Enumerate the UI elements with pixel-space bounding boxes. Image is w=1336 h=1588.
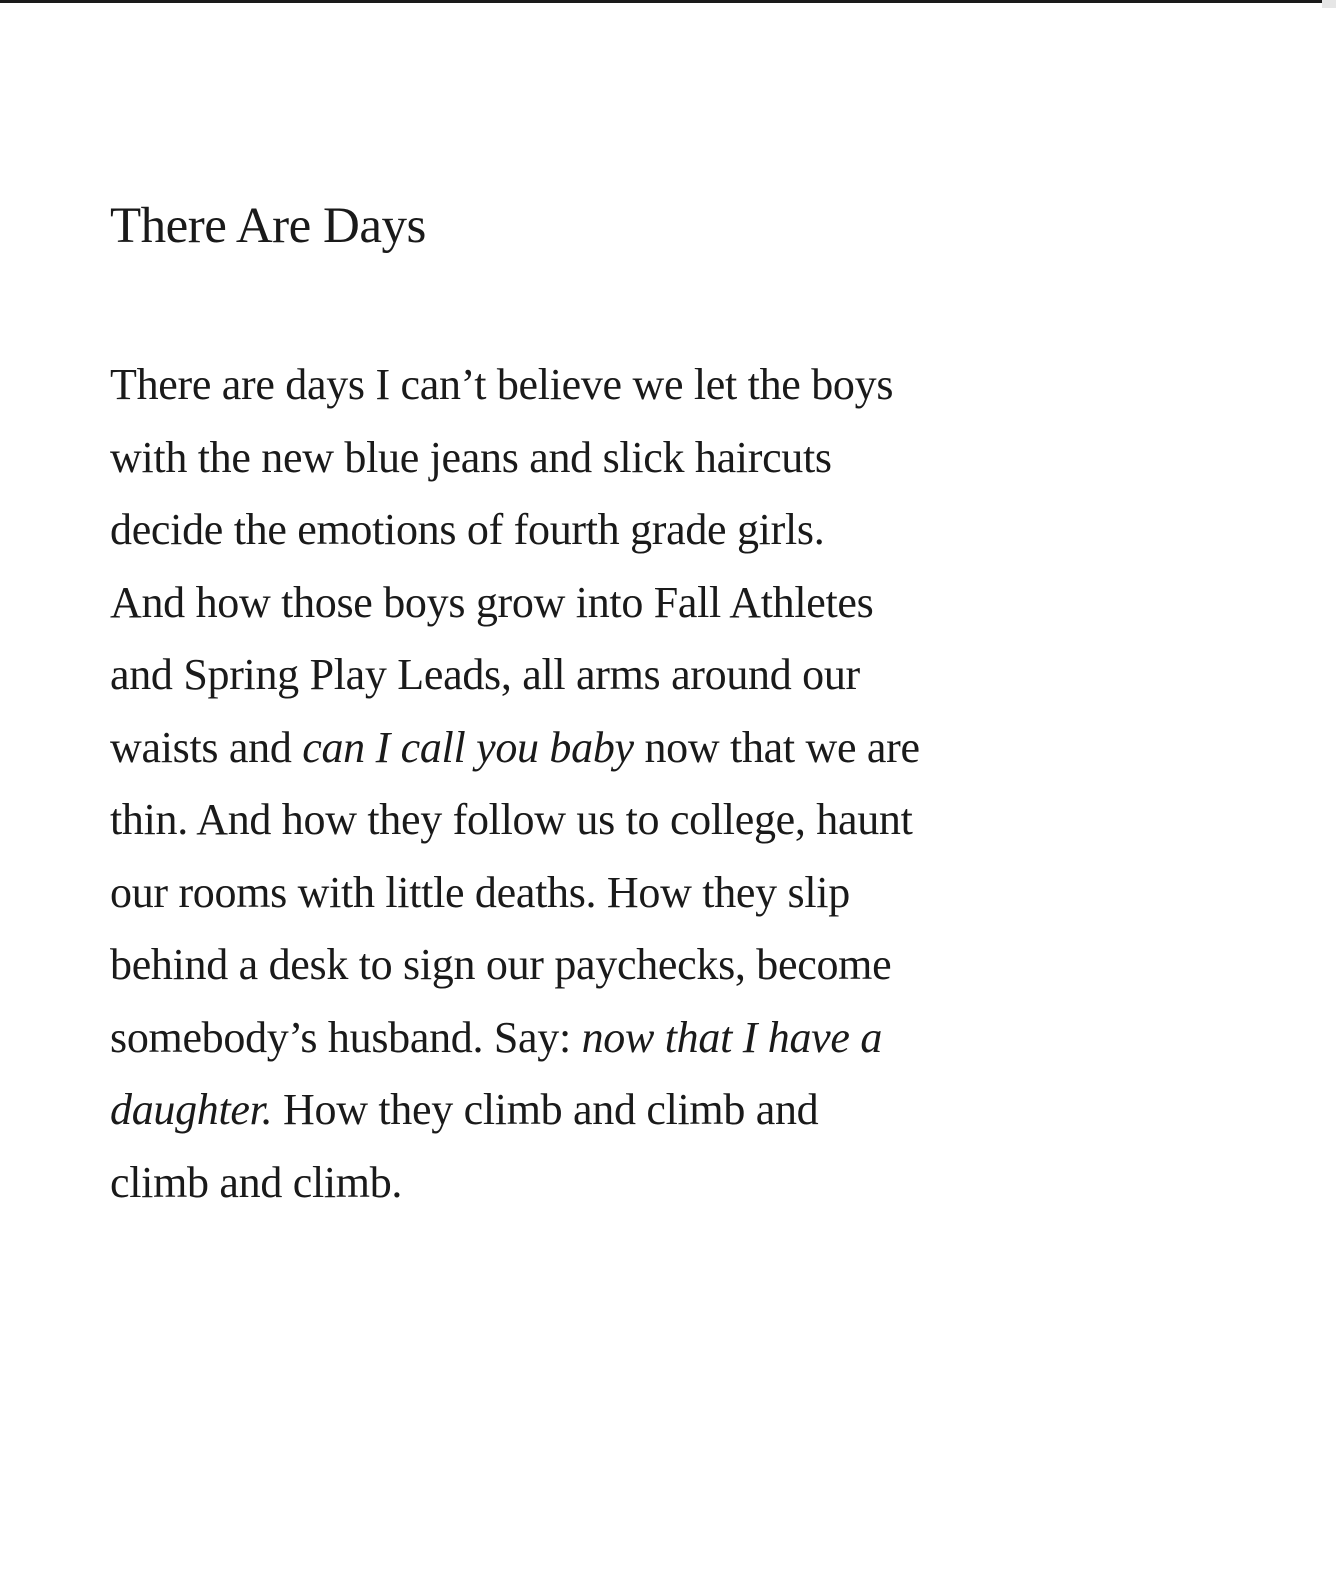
line-text: thin. And how they follow us to college, haunt	[110, 795, 913, 845]
line-text: behind a desk to sign our paychecks, become	[110, 940, 892, 990]
poem-line	[110, 712, 1210, 785]
poem-line	[110, 567, 1210, 640]
poem-line	[110, 639, 1210, 712]
poem-body	[110, 349, 1210, 1219]
poem-line	[110, 1074, 1210, 1147]
line-text: our rooms with little deaths. How they slip	[110, 867, 850, 917]
top-border-line	[0, 0, 1336, 3]
poem-line	[110, 494, 1210, 567]
poem-line	[110, 349, 1210, 422]
line-text: climb and climb.	[110, 1157, 403, 1207]
poem-line	[110, 857, 1210, 930]
italic-phrase: daughter.	[110, 1085, 273, 1135]
line-text: and Spring Play Leads, all arms around our	[110, 650, 860, 700]
line-text: now that we are	[633, 722, 920, 772]
poem-line	[110, 422, 1210, 495]
line-text: And how those boys grow into Fall Athletes	[110, 577, 874, 627]
italic-phrase: can I call you baby	[302, 722, 634, 772]
poem-line	[110, 929, 1210, 1002]
line-text: somebody’s husband. Say:	[110, 1012, 582, 1062]
italic-phrase: now that I have a	[581, 1012, 883, 1062]
line-text: waists and	[110, 722, 303, 772]
line-text: There are days I can’t believe we let the boys	[110, 360, 894, 410]
poem-line	[110, 1002, 1210, 1075]
line-text: decide the emotions of fourth grade girls.	[110, 505, 825, 555]
line-text: with the new blue jeans and slick haircuts	[110, 432, 832, 482]
poem-line	[110, 1147, 1210, 1220]
corner-mark	[1322, 0, 1336, 8]
poem	[110, 196, 1210, 1219]
poem-title: There Are Days	[110, 198, 426, 254]
line-text: How they climb and climb and	[272, 1085, 819, 1135]
poem-line	[110, 784, 1210, 857]
